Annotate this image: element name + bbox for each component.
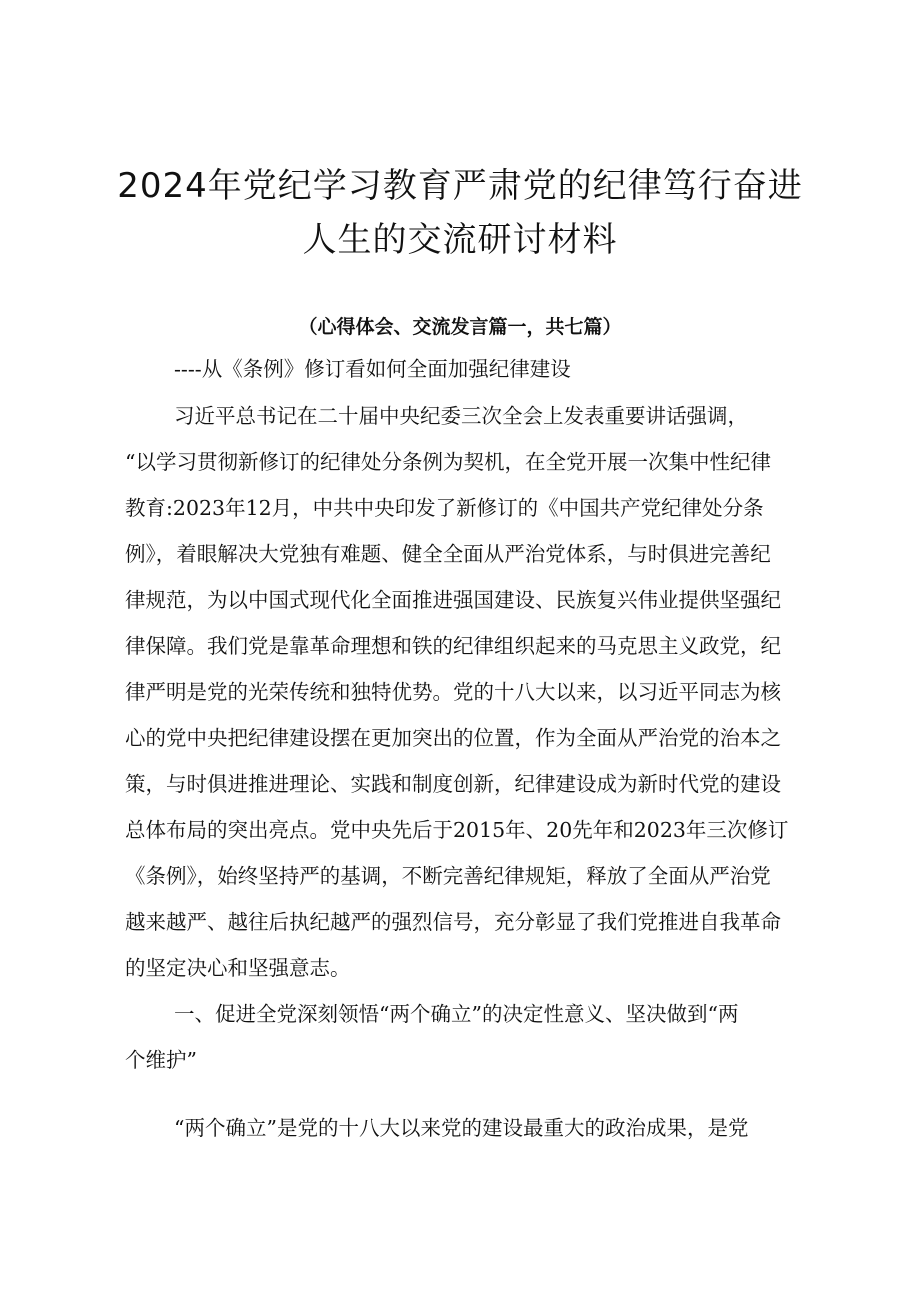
paragraph-line: 的坚定决心和坚强意志。 bbox=[125, 956, 351, 980]
paragraph-line: 越来越严、越往后执纪越严的强烈信号，充分彰显了我们党推进自我革命 bbox=[125, 910, 781, 934]
paragraph-line: 总体布局的突出亮点。党中央先后于2015年、20先年和2023年三次修订 bbox=[125, 818, 789, 842]
paragraph-line: 律保障。我们党是靠革命理想和铁的纪律组织起来的马克思主义政党，纪 bbox=[125, 634, 781, 658]
document-subtitle: （心得体会、交流发言篇一，共七篇） bbox=[298, 316, 622, 338]
section-one-heading-line: 一、促进全党深刻领悟“两个确立”的决定性意义、坚决做到“两 bbox=[174, 1002, 739, 1026]
paragraph-line: 《条例》，始终坚持严的基调，不断完善纪律规矩，释放了全面从严治党 bbox=[125, 864, 771, 888]
paragraph-line: 例》，着眼解决大党独有难题、健全全面从严治党体系，与时俱进完善纪 bbox=[125, 542, 771, 566]
paragraph-line: “两个确立”是党的十八大以来党的建设最重大的政治成果，是党 bbox=[174, 1116, 749, 1140]
section-heading: ----从《条例》修订看如何全面加强纪律建设 bbox=[174, 357, 571, 381]
paragraph-line: 策，与时俱进推进理论、实践和制度创新，纪律建设成为新时代党的建设 bbox=[125, 772, 781, 796]
section-one-heading-line: 个维护” bbox=[125, 1048, 197, 1072]
paragraph-line: 律严明是党的光荣传统和独特优势。党的十八大以来，以习近平同志为核 bbox=[125, 680, 781, 704]
paragraph-line: “以学习贯彻新修订的纪律处分条例为契机，在全党开展一次集中性纪律 bbox=[125, 450, 771, 474]
document-title-line-1: 2024年党纪学习教育严肃党的纪律笃行奋进 bbox=[117, 166, 803, 206]
document-title-line-2: 人生的交流研讨材料 bbox=[302, 220, 618, 260]
paragraph-line: 教育:2023年12月，中共中央印发了新修订的《中国共产党纪律处分条 bbox=[125, 496, 764, 520]
paragraph-line: 心的党中央把纪律建设摆在更加突出的位置，作为全面从严治党的治本之 bbox=[125, 726, 781, 750]
paragraph-line: 律规范，为以中国式现代化全面推进强国建设、民族复兴伟业提供坚强纪 bbox=[125, 588, 781, 612]
paragraph-line: 习近平总书记在二十届中央纪委三次全会上发表重要讲话强调， bbox=[174, 404, 748, 428]
